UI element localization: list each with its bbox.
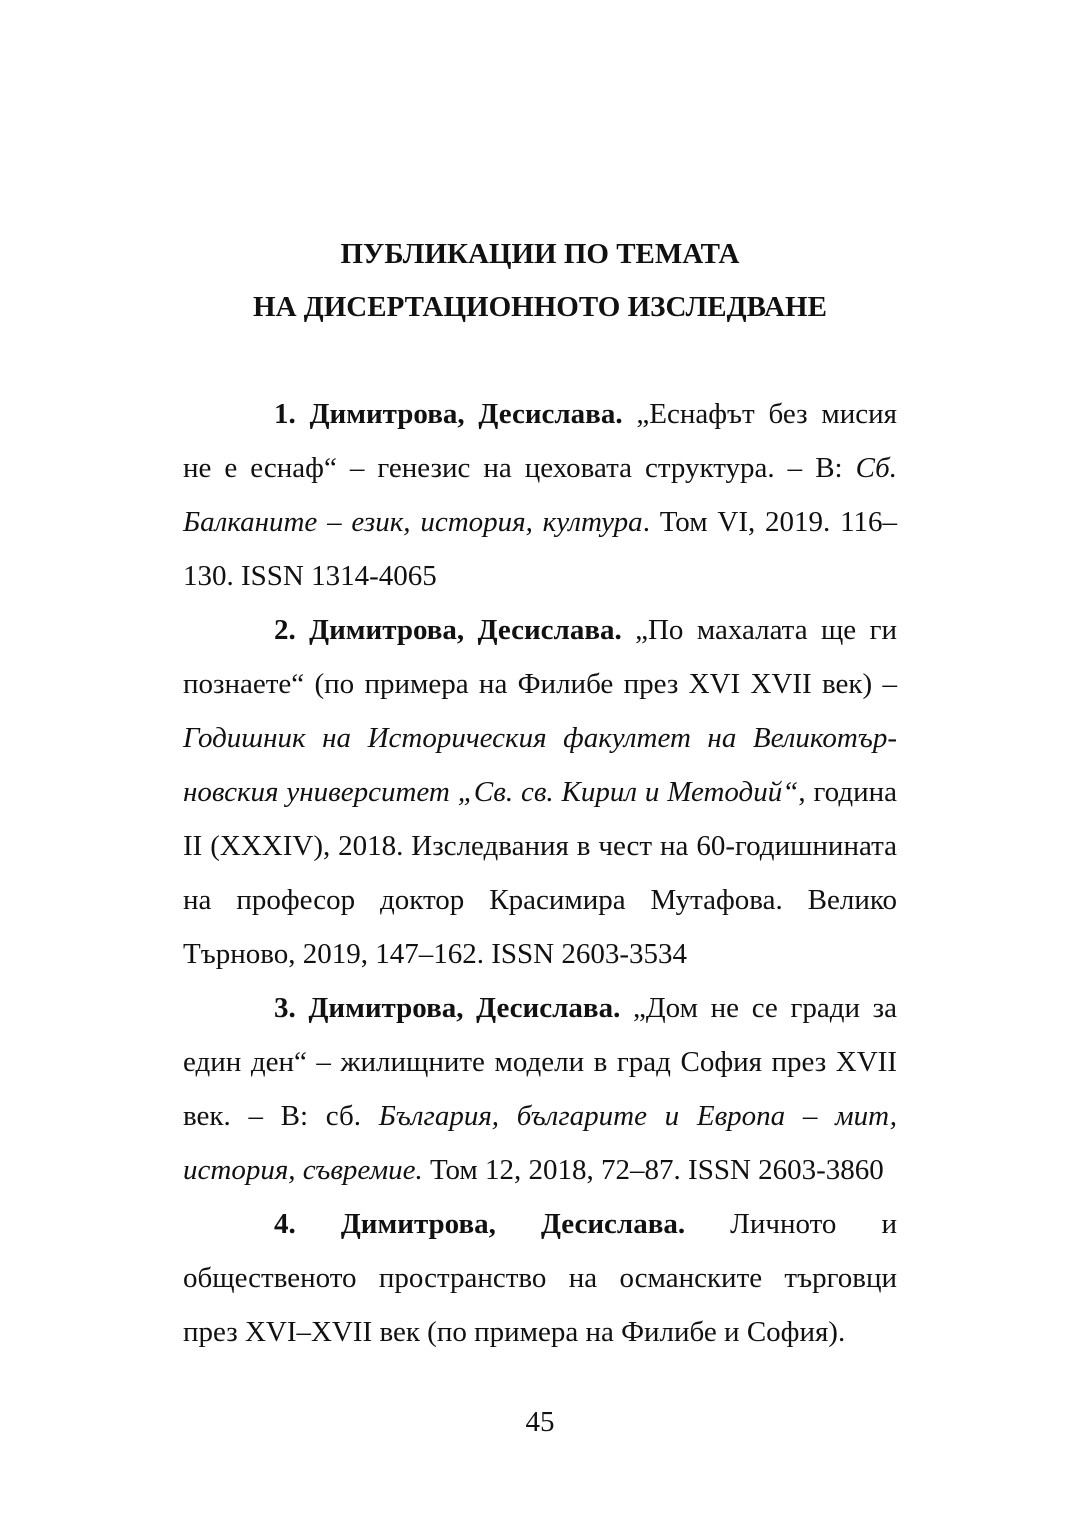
publication-source: България, българите и Европа – мит, история, съвремие. [183,1100,897,1186]
publication-source: Сб. Балканите – език, история, култура [183,452,897,538]
publication-number: 4. [274,1208,296,1240]
publication-text: Личното и общественото пространство на османските търговци през XVI–XVII век (по примера на Филибе и София). [183,1208,897,1348]
publication-author: Димитрова, Десислава. [309,398,623,430]
publication-number: 1. [274,398,296,430]
page-title [0,228,1080,334]
publication-item-2 [183,603,897,981]
publication-author: Димитрова, Десислава. [308,992,621,1024]
page-title-line-1: ПУБЛИКАЦИИ ПО ТЕМАТА [340,238,740,270]
publication-number: 2. [274,614,296,646]
publication-list [183,387,897,1359]
publication-item-3 [183,981,897,1197]
page-number: 45 [525,1406,555,1438]
page-title-line-2: НА ДИСЕРТАЦИОННОТО ИЗСЛЕДВАНЕ [253,291,827,323]
publication-details: , година II (XXXIV), 2018. Изследвания в чест на 60-годишнината на професор доктор Красимира Мутафова. Велико Търново, 2019, 147–162. ISSN 2603-3534 [183,776,897,970]
publication-details: . Том VI, 2019. 116–130. ISSN 1314-4065 [183,506,897,592]
publication-text: „Дом не се гради за един ден“ – жилищните модели в град София през XVII век. – В: сб. [183,992,898,1132]
publication-number: 3. [274,992,296,1024]
publication-text: „По махалата ще ги познаете“ (по примера на Филибе през XVI XVII век) – [183,614,897,700]
publication-source: Годишник на Историческия факултет на Великотърновския университет „Св. св. Кирил и Методий“ [183,722,897,808]
publication-details: Том 12, 2018, 72–87. ISSN 2603-3860 [422,1154,884,1186]
publication-item-4 [183,1197,897,1359]
publication-author: Димитрова, Десислава. [309,614,622,646]
publication-text: „Еснафът без мисия не е еснаф“ – генезис на цеховата структура. – В: [183,398,897,484]
publication-author: Димитрова, Десислава. [340,1208,686,1240]
publication-item-1 [183,387,897,603]
